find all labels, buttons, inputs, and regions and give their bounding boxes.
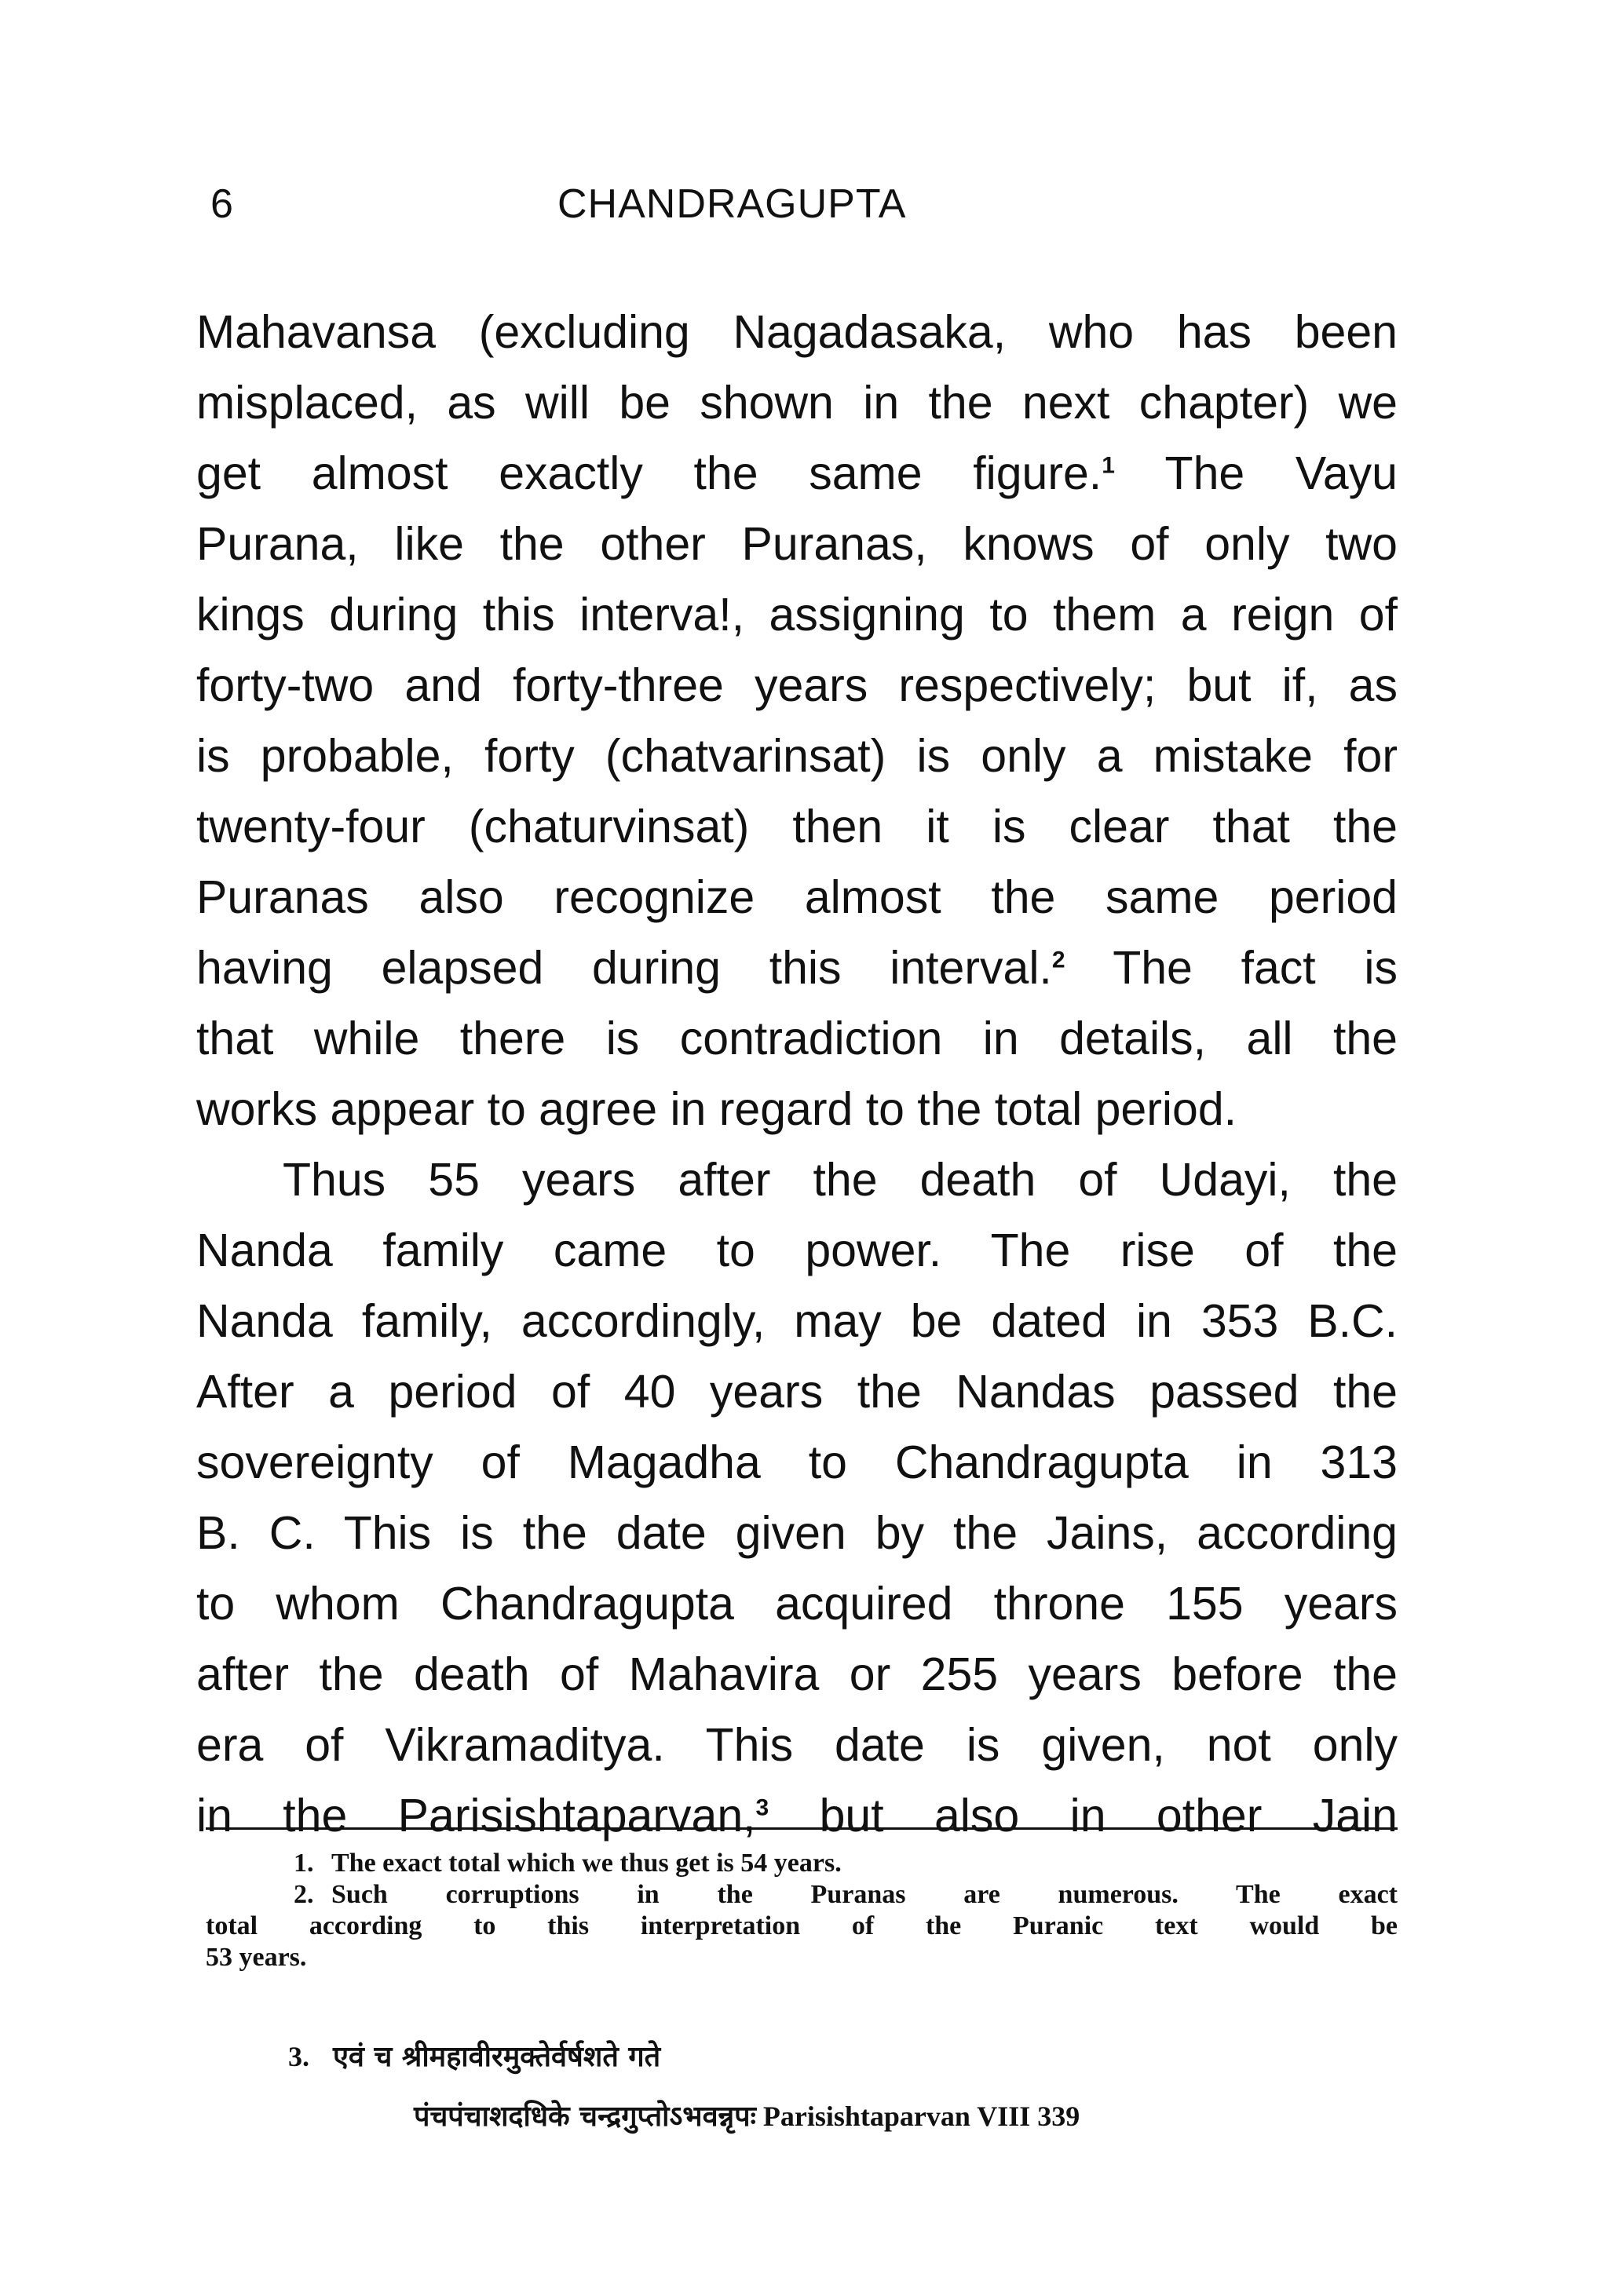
text-line: having elapsed during this interval.$^2$ The fact is (196, 942, 1398, 994)
text-line: forty-two and forty-three years respectively; but if, as (196, 659, 1398, 711)
text-line: After a period of 40 years the Nandas passed the (196, 1366, 1398, 1418)
footnote-2-cont: total according to this interpretation of the Puranic text would be (206, 1911, 1398, 1940)
text-line: Nanda family, accordingly, may be dated in 353 B.C. (196, 1295, 1398, 1347)
text-line: get almost exactly the same figure.$^1$ The Vayu (196, 447, 1398, 499)
text-line: misplaced, as will be shown in the next chapter) we (196, 377, 1398, 429)
footnote-ref-1: 1 (1102, 452, 1115, 479)
footnote-number: 3. (288, 2041, 309, 2072)
footnote-divider (206, 1827, 1398, 1830)
text-line: era of Vikramaditya. This date is given, not only (196, 1719, 1398, 1771)
footnote-2: 2. Such corruptions in the Puranas are numerous. The exact (294, 1880, 1398, 1909)
text-line: Puranas also recognize almost the same period (196, 871, 1398, 923)
footnote-2-cont: 53 years. (206, 1943, 307, 1972)
text-line: Nanda family came to power. The rise of the (196, 1225, 1398, 1276)
running-title: CHANDRAGUPTA (557, 181, 907, 227)
text-line: twenty-four (chaturvinsat) then it is clear that the (196, 801, 1398, 852)
text-line: Mahavansa (excluding Nagadasaka, who has been (196, 306, 1398, 358)
footnote-3 (206, 2033, 1398, 2140)
footnote-ref-3: 3 (755, 1794, 769, 1821)
sanskrit-verse-line: पंचपंचाशदधिके चन्द्रगुप्तोऽभवन्नृपः (414, 2101, 756, 2133)
text-line: that while there is contradiction in details, all the (196, 1013, 1398, 1064)
footnote-number: 1. (294, 1849, 314, 1878)
text-line: sovereignty of Magadha to Chandragupta in 313 (196, 1436, 1398, 1488)
text-line: B. C. This is the date given by the Jains, according (196, 1507, 1398, 1559)
footnotes (206, 1848, 1398, 1973)
footnote-number: 2. (294, 1880, 314, 1909)
text-line: is probable, forty (chatvarinsat) is only a mistake for (196, 730, 1398, 782)
sanskrit-verse-line: एवं च श्रीमहावीरमुक्तेर्वर्षशते गते (333, 2041, 661, 2073)
text-line: kings during this interva!, assigning to them a reign of (196, 589, 1398, 641)
body-text (196, 297, 1398, 1851)
citation: Parisishtaparvan VIII 339 (762, 2101, 1080, 2132)
text-line: Thus 55 years after the death of Udayi, the (283, 1154, 1398, 1206)
text-line: after the death of Mahavira or 255 years before the (196, 1648, 1398, 1700)
text-line: to whom Chandragupta acquired throne 155 years (196, 1578, 1398, 1630)
text-line: in the Parisishtaparvan,$^3$ but also in other Jain (196, 1790, 1398, 1842)
text-line: works appear to agree in regard to the total period. (196, 1083, 1237, 1135)
text-line: Purana, like the other Puranas, knows of only two (196, 518, 1398, 570)
footnote-1: 1. The exact total which we thus get is 54 years. (294, 1849, 842, 1878)
page-number: 6 (210, 181, 233, 227)
footnote-ref-2: 2 (1051, 947, 1065, 973)
page-header (196, 181, 1398, 243)
